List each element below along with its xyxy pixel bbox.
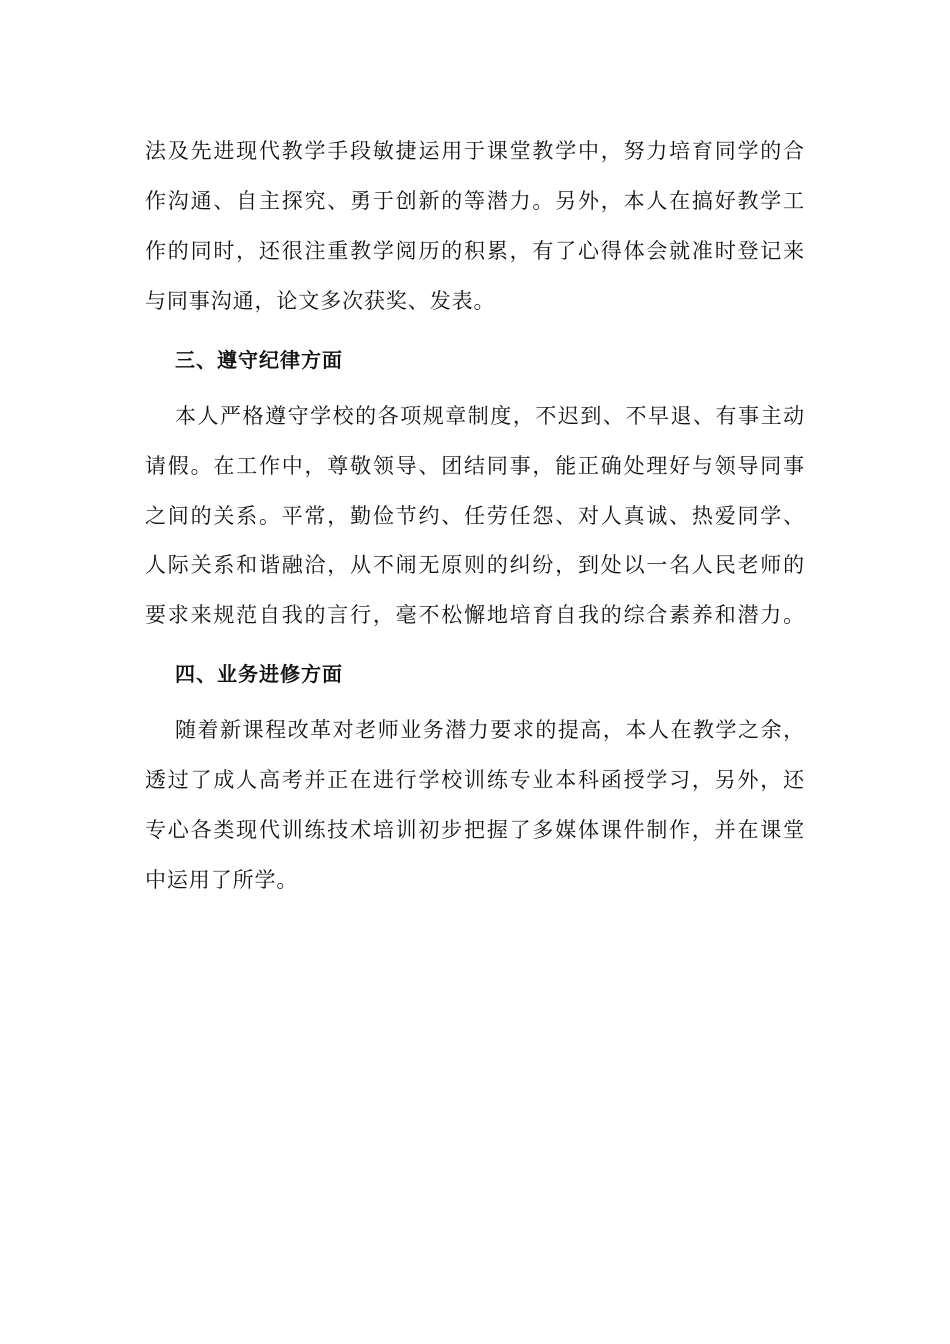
paragraph-1-line-1: 法及先进现代教学手段敏捷运用于课堂教学中，努力培育同学的合 <box>145 139 805 163</box>
paragraph-3-line-1: 随着新课程改革对老师业务潜力要求的提高，本人在教学之余， <box>175 718 805 742</box>
section-heading-3: 三、遵守纪律方面 <box>175 348 343 372</box>
paragraph-2-line-5: 要求来规范自我的言行，毫不松懈地培育自我的综合素养和潜力。 <box>145 603 805 627</box>
paragraph-3-line-3: 专心各类现代训练技术培训初步把握了多媒体课件制作，并在课堂 <box>145 818 805 842</box>
paragraph-3-line-2: 透过了成人高考并正在进行学校训练专业本科函授学习，另外，还 <box>145 768 805 792</box>
paragraph-2-line-1: 本人严格遵守学校的各项规章制度，不迟到、不早退、有事主动 <box>175 404 805 428</box>
paragraph-2-line-4: 人际关系和谐融洽，从不闹无原则的纠纷，到处以一名人民老师的 <box>145 553 805 577</box>
paragraph-3-line-4: 中运用了所学。 <box>145 868 299 892</box>
paragraph-2-line-2: 请假。在工作中，尊敬领导、团结同事，能正确处理好与领导同事 <box>145 454 805 478</box>
paragraph-2-line-3: 之间的关系。平常，勤俭节约、任劳任怨、对人真诚、热爱同学、 <box>145 504 805 528</box>
paragraph-1-line-2: 作沟通、自主探究、勇于创新的等潜力。另外，本人在搞好教学工 <box>145 189 805 213</box>
paragraph-1-line-4: 与同事沟通，论文多次获奖、发表。 <box>145 289 496 313</box>
section-heading-4: 四、业务进修方面 <box>175 662 343 686</box>
paragraph-1-line-3: 作的同时，还很注重教学阅历的积累，有了心得体会就准时登记来 <box>145 239 805 263</box>
